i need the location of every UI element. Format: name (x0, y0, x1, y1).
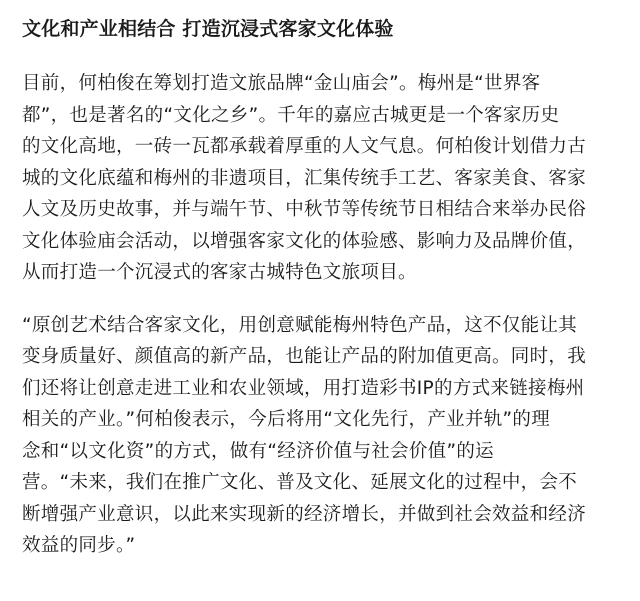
paragraph-1 (22, 68, 622, 289)
paragraph-line: 从而打造一个沉浸式的客家古城特色文旅项目。 (22, 262, 417, 283)
paragraph-line: 人文及历史故事，并与端午节、中秋节等传统节日相结合来举办民俗 (22, 199, 587, 220)
paragraph-line: 们还将让创意走进工业和农业领域，用打造彩书IP的方式来链接梅州 (22, 377, 585, 399)
paragraph-line: “原创艺术结合客家文化，用创意赋能梅州特色产品，这不仅能让其 (22, 314, 578, 336)
paragraph-line: 文化体验庙会活动，以增强客家文化的体验感、影响力及品牌价值， (22, 230, 587, 252)
paragraph-2 (22, 310, 622, 562)
paragraph-line: 效益的同步。” (22, 535, 136, 556)
paragraph-line: 变身质量好、颜值高的新产品，也能让产品的附加值更高。同时，我 (22, 346, 587, 367)
paragraph-line: 都”，也是著名的“文化之乡”。千年的嘉应古城更是一个客家历史 (22, 104, 560, 126)
paragraph-line: 断增强产业意识，以此来实现新的经济增长，并做到社会效益和经济 (22, 503, 587, 525)
paragraph-line: 营。“未来，我们在推广文化、普及文化、延展文化的过程中，会不 (22, 472, 578, 493)
paragraph-line: 目前，何柏俊在筹划打造文旅品牌“金山庙会”。梅州是“世界客 (22, 73, 541, 94)
paragraph-line: 的文化高地，一砖一瓦都承载着厚重的人文气息。何柏俊计划借力古 (22, 136, 587, 157)
article-heading: 文化和产业相结合 打造沉浸式客家文化体验 (22, 18, 394, 40)
article (22, 10, 622, 562)
paragraph-line: 相关的产业。”何柏俊表示，今后将用“文化先行，产业并轨”的理 (22, 409, 551, 430)
paragraph-line: 城的文化底蕴和梅州的非遗项目，汇集传统手工艺、客家美食、客家 (22, 167, 587, 189)
paragraph-line: 念和“以文化资”的方式，做有“经济价值与社会价值”的运 (22, 440, 494, 462)
